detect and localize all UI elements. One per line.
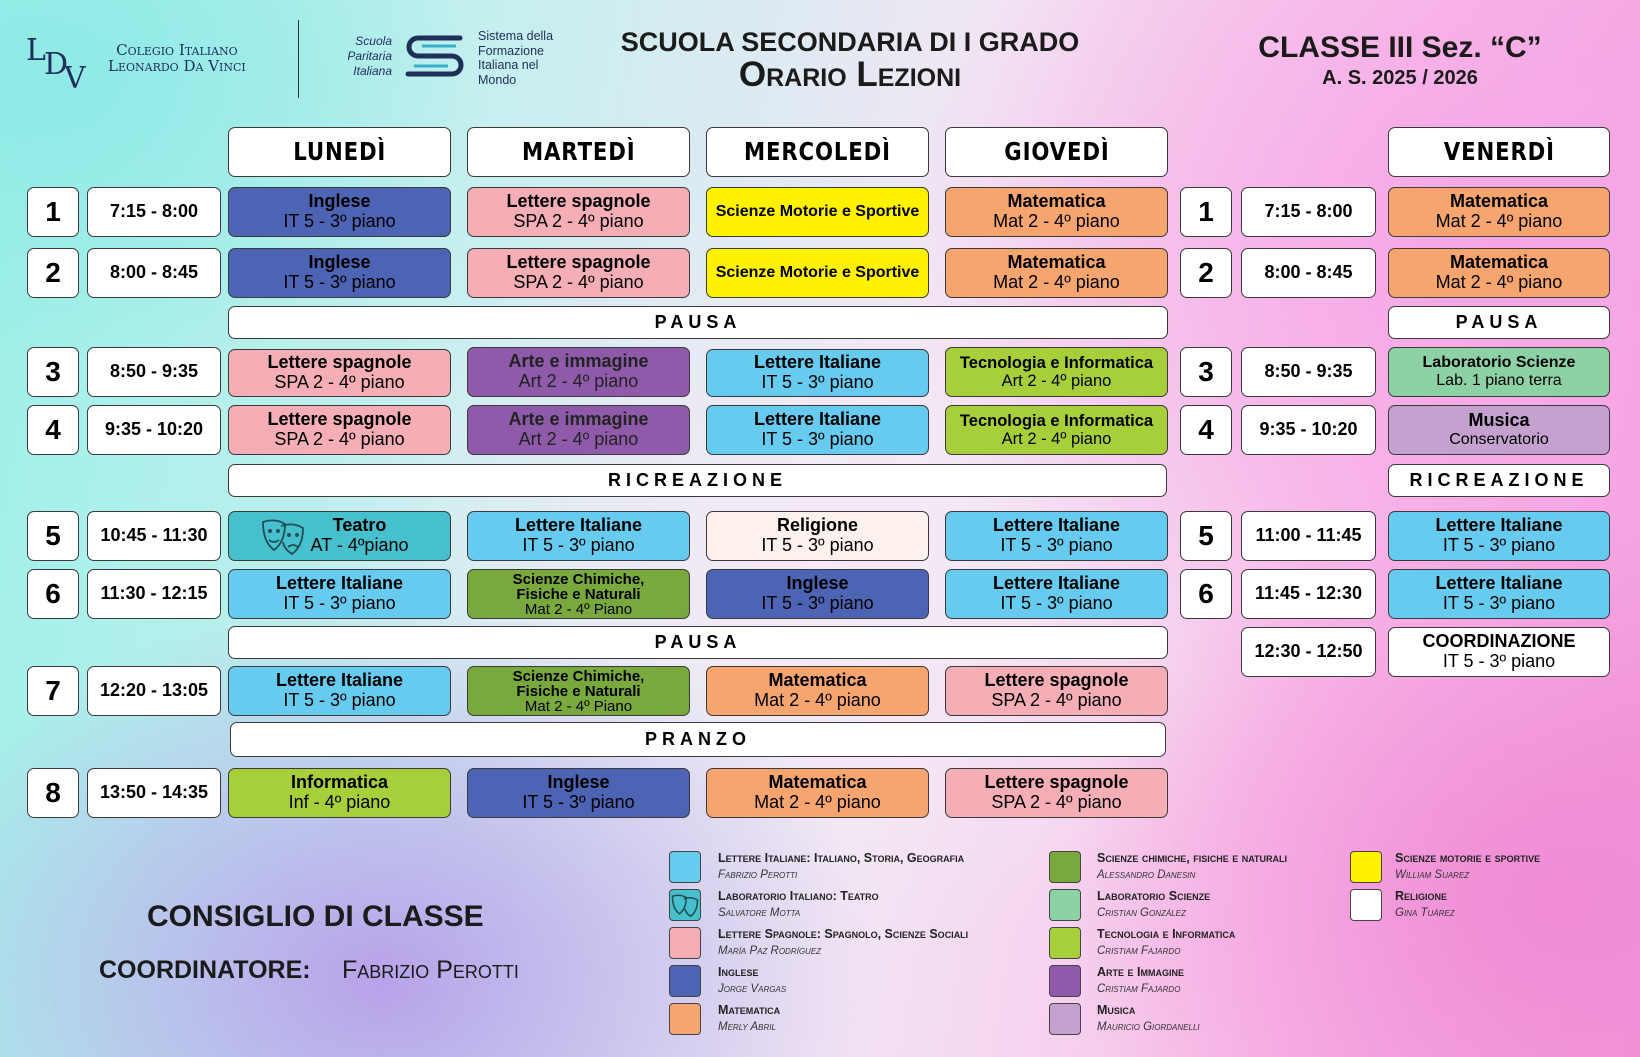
slot-number — [27, 347, 79, 397]
slot-number-text: 1 — [1198, 195, 1214, 227]
legend-swatch — [1049, 927, 1081, 959]
lesson-subject: COORDINAZIONE — [1422, 631, 1576, 652]
lesson-cell[interactable] — [467, 768, 690, 818]
logo-spi-right-4: Mondo — [478, 72, 517, 87]
legend-teacher: Alessandro Danesin — [1097, 869, 1196, 881]
slot-number — [1180, 248, 1232, 298]
lesson-subject: Arte e immagine — [508, 409, 649, 430]
legend-swatch — [1049, 1003, 1081, 1035]
break-ricreazione — [228, 464, 1167, 497]
lesson-cell[interactable] — [945, 511, 1168, 561]
lesson-room: Mat 2 - 4º Piano — [524, 600, 633, 618]
day-label: GIOVEDÌ — [1003, 137, 1110, 167]
lesson-cell[interactable] — [228, 666, 451, 716]
lesson-room: SPA 2 - 4º piano — [513, 211, 644, 231]
lesson-cell[interactable] — [945, 569, 1168, 619]
slot-time — [87, 248, 221, 298]
lesson-cell[interactable] — [228, 187, 451, 237]
lesson-room: Mat 2 - 4º piano — [993, 272, 1120, 292]
legend-teacher: Mauricio Giordanelli — [1097, 1021, 1200, 1033]
lesson-cell[interactable] — [706, 666, 929, 716]
slot-time-text: 12:20 - 13:05 — [99, 680, 209, 701]
lesson-room: SPA 2 - 4º piano — [513, 272, 644, 292]
lesson-subject: Lettere spagnole — [984, 670, 1129, 691]
logo-ldv-line1: Colegio Italiano — [116, 41, 238, 59]
slot-time — [87, 405, 221, 455]
slot-number-text: 5 — [1198, 519, 1214, 551]
lesson-cell[interactable] — [706, 569, 929, 619]
lesson-room: IT 5 - 3º piano — [761, 372, 874, 392]
lesson-cell[interactable] — [945, 405, 1168, 455]
lesson-cell[interactable] — [1388, 511, 1610, 561]
lesson-cell[interactable] — [467, 666, 690, 716]
legend-teacher: Jorge Vargas — [718, 983, 787, 995]
lesson-subject: Inglese — [308, 191, 371, 212]
legend-title: Laboratorio Scienze — [1097, 889, 1211, 903]
break-pausa-2 — [228, 626, 1168, 659]
day-label: LUNEDÌ — [293, 137, 386, 167]
lesson-room: IT 5 - 3º piano — [283, 690, 396, 710]
lesson-subject: Lettere Italiane — [514, 515, 643, 536]
school-year: A. S. 2025 / 2026 — [1322, 67, 1478, 89]
day-label: MERCOLEDÌ — [744, 137, 891, 167]
slot-number — [27, 187, 79, 237]
lesson-subject: Informatica — [290, 772, 389, 793]
legend-teacher: Gina Tuárez — [1395, 907, 1455, 919]
day-header-lun — [228, 127, 451, 177]
slot-number — [27, 666, 79, 716]
slot-time-text: 9:35 - 10:20 — [104, 419, 204, 440]
logo-ldv-line2: Leonardo Da Vinci — [108, 57, 246, 75]
lesson-subject: Lettere spagnole — [984, 772, 1129, 793]
lesson-room: IT 5 - 3º piano — [761, 429, 874, 449]
lesson-room: IT 5 - 3º piano — [1442, 593, 1556, 613]
logo-spi-left — [340, 34, 392, 79]
slot-number-text: 5 — [45, 519, 61, 551]
lesson-subject: Lettere Italiane — [1435, 515, 1563, 536]
lesson-room: Conservatorio — [1449, 431, 1549, 449]
break-label: PAUSA — [654, 311, 742, 332]
lesson-room: Lab. 1 piano terra — [1436, 372, 1562, 389]
ldv-monogram-icon — [24, 30, 94, 90]
day-label: VENERDÌ — [1443, 137, 1555, 167]
slot-number-text: 6 — [1198, 577, 1214, 609]
slot-number-text: 3 — [1198, 355, 1214, 387]
break-label: RICREAZIONE — [1409, 469, 1589, 490]
legend-swatch — [1350, 889, 1382, 921]
lesson-cell[interactable] — [706, 248, 929, 298]
lesson-room: Art 2 - 4º piano — [1001, 430, 1112, 448]
slot-number — [1180, 511, 1232, 561]
legend-teacher: Salvatore Motta — [718, 907, 801, 919]
lesson-cell[interactable] — [1388, 405, 1610, 455]
legend-swatch — [1049, 965, 1081, 997]
lesson-room: Mat 2 - 4º piano — [754, 792, 881, 812]
lesson-cell[interactable] — [1388, 627, 1610, 677]
lesson-cell[interactable] — [945, 768, 1168, 818]
logo-spi-left-1: Scuola — [355, 34, 392, 48]
break-pausa-ven — [1388, 306, 1610, 339]
lesson-subject: Matematica — [1007, 191, 1106, 212]
logo-ldv-text — [108, 42, 246, 74]
legend-title: Tecnologia e Informatica — [1097, 927, 1236, 941]
slot-time — [1241, 248, 1376, 298]
slot-time — [87, 569, 221, 619]
break-label: PRANZO — [645, 728, 751, 749]
legend-title: Lettere Spagnole: Spagnolo, Scienze Sociali — [718, 927, 969, 941]
lesson-cell[interactable] — [945, 187, 1168, 237]
lesson-cell[interactable] — [945, 347, 1168, 397]
slot-number-text: 1 — [45, 195, 61, 227]
lesson-room: Mat 2 - 4º Piano — [524, 697, 633, 715]
slot-number — [1180, 405, 1232, 455]
lesson-room: SPA 2 - 4º piano — [991, 792, 1122, 812]
lesson-cell[interactable] — [467, 347, 690, 397]
slot-time-text: 8:00 - 8:45 — [109, 262, 199, 283]
legend-title: Religione — [1395, 889, 1448, 903]
legend-swatch — [1049, 889, 1081, 921]
slot-time-text: 7:15 - 8:00 — [109, 201, 199, 222]
legend-title: Scienze motorie e sportive — [1395, 851, 1541, 865]
slot-number-text: 2 — [1198, 256, 1214, 288]
legend-swatch — [669, 1003, 701, 1035]
slot-time — [87, 511, 221, 561]
lesson-cell[interactable] — [1388, 248, 1610, 298]
lesson-room: Mat 2 - 4º piano — [1435, 211, 1563, 231]
lesson-subject: Scienze Motorie e Sportive — [715, 203, 920, 221]
slot-number-text: 7 — [45, 674, 61, 706]
logo-spi-right-2: Formazione — [478, 43, 544, 58]
lesson-room: IT 5 - 3º piano — [761, 593, 874, 613]
day-header-ven — [1388, 127, 1610, 177]
legend-title: Inglese — [718, 965, 759, 979]
legend-title: Lettere Italiane: Italiano, Storia, Geografia — [718, 851, 965, 865]
svg-text:V: V — [64, 61, 86, 90]
lesson-room: IT 5 - 3º piano — [522, 535, 635, 555]
lesson-subject: Inglese — [786, 573, 849, 594]
lesson-cell[interactable] — [228, 349, 451, 397]
day-label: MARTEDÌ — [521, 137, 636, 167]
legend-title: Scienze chimiche, fisiche e naturali — [1097, 851, 1288, 865]
lesson-subject: Lettere Italiane — [753, 409, 882, 430]
lesson-cell[interactable] — [706, 349, 929, 397]
break-pranzo — [230, 722, 1166, 757]
lesson-cell[interactable] — [1388, 187, 1610, 237]
lesson-cell[interactable] — [945, 248, 1168, 298]
logo-ldv — [24, 30, 94, 90]
header-divider — [298, 20, 299, 98]
lesson-cell[interactable] — [228, 248, 451, 298]
break-pausa — [228, 306, 1168, 339]
slot-number — [27, 405, 79, 455]
slot-number-text: 4 — [45, 413, 61, 445]
lesson-cell[interactable] — [228, 768, 451, 818]
slot-time — [1241, 187, 1376, 237]
slot-time-text: 7:15 - 8:00 — [1264, 201, 1353, 222]
lesson-cell[interactable] — [945, 666, 1168, 716]
lesson-cell[interactable] — [706, 511, 929, 561]
lesson-subject: Scienze Motorie e Sportive — [715, 264, 920, 282]
consiglio-title: CONSIGLIO DI CLASSE — [147, 900, 484, 933]
lesson-room: IT 5 - 3º piano — [283, 211, 396, 231]
lesson-room: Inf - 4º piano — [288, 792, 391, 812]
slot-time-text: 10:45 - 11:30 — [100, 525, 208, 546]
slot-number — [1180, 187, 1232, 237]
break-label: RICREAZIONE — [607, 469, 787, 490]
legend-title: Musica — [1097, 1003, 1136, 1017]
slot-time — [87, 768, 221, 818]
logo-spi-right-1: Sistema della — [478, 29, 554, 43]
lesson-subject: Tecnologia e Informatica — [959, 353, 1154, 372]
lesson-subject: Lettere spagnole — [506, 191, 651, 212]
lesson-room: IT 5 - 3º piano — [1000, 593, 1113, 613]
lesson-room: SPA 2 - 4º piano — [991, 690, 1122, 710]
logo-spi-right — [478, 29, 553, 87]
lesson-room: IT 5 - 3º piano — [1442, 651, 1556, 671]
lesson-cell[interactable] — [706, 187, 929, 237]
slot-time-text: 12:30 - 12:50 — [1254, 641, 1363, 662]
lesson-subject: Musica — [1468, 410, 1530, 431]
lesson-subject: Religione — [776, 515, 858, 536]
lesson-subject: Matematica — [1449, 252, 1549, 273]
break-label: PAUSA — [654, 631, 742, 652]
svg-text:D: D — [44, 47, 69, 82]
logo-spi-icon — [400, 28, 470, 86]
slot-number-text: 4 — [1198, 413, 1214, 445]
slot-number — [27, 768, 79, 818]
lesson-subject: Scienze Chimiche, Fisiche e Naturali — [512, 570, 645, 603]
slot-time — [87, 187, 221, 237]
legend-teacher: Fabrizio Perotti — [718, 869, 798, 881]
lesson-subject: Lettere Italiane — [275, 670, 404, 691]
slot-time-text: 8:50 - 9:35 — [109, 361, 199, 382]
lesson-room: Mat 2 - 4º piano — [993, 211, 1120, 231]
svg-text:L: L — [26, 33, 46, 68]
slot-number-text: 6 — [45, 577, 61, 609]
lesson-cell-teatro[interactable] — [228, 511, 451, 561]
slot-time-text: 13:50 - 14:35 — [99, 782, 209, 803]
lesson-subject: Tecnologia e Informatica — [959, 411, 1154, 430]
lesson-room: SPA 2 - 4º piano — [274, 372, 405, 392]
slot-time-text: 8:50 - 9:35 — [1264, 361, 1353, 382]
slot-time — [1241, 405, 1376, 455]
legend-swatch — [1350, 851, 1382, 883]
lesson-subject: Lettere Italiane — [992, 515, 1121, 536]
legend-swatch — [669, 965, 701, 997]
lesson-subject: Teatro — [332, 515, 387, 536]
class-name: CLASSE III Sez. “C” — [1258, 31, 1542, 64]
slot-time — [1241, 511, 1376, 561]
slot-time — [1241, 627, 1376, 677]
legend-teacher: Merly Abril — [718, 1021, 776, 1033]
legend-swatch — [669, 851, 701, 883]
day-header-gio — [945, 127, 1168, 177]
lesson-cell[interactable] — [706, 768, 929, 818]
legend-title: Matematica — [718, 1003, 781, 1017]
slot-time-text: 8:00 - 8:45 — [1264, 262, 1353, 283]
slot-time — [1241, 347, 1376, 397]
slot-number — [27, 511, 79, 561]
page-title: Orario Lezioni — [738, 55, 962, 94]
lesson-subject: Laboratorio Scienze — [1422, 354, 1576, 372]
legend-title: Arte e Immagine — [1097, 965, 1184, 979]
break-ricreazione-ven — [1388, 464, 1610, 497]
school-name: SCUOLA SECONDARIA DI I GRADO — [620, 27, 1080, 57]
day-header-mer — [706, 127, 929, 177]
slot-number — [1180, 569, 1232, 619]
lesson-room: Art 2 - 4º piano — [1001, 372, 1112, 390]
legend-swatch — [669, 889, 701, 921]
legend-teacher: Cristiam Fajardo — [1097, 945, 1181, 957]
slot-time-text: 11:45 - 12:30 — [1254, 583, 1363, 604]
lesson-room: IT 5 - 3º piano — [761, 535, 874, 555]
theatre-masks-icon — [259, 516, 307, 556]
legend-teacher: Cristian González — [1097, 907, 1186, 919]
lesson-subject: Matematica — [1007, 252, 1106, 273]
lesson-room: IT 5 - 3º piano — [283, 272, 396, 292]
lesson-subject: Lettere Italiane — [275, 573, 404, 594]
legend-swatch — [669, 927, 701, 959]
logo-spi-right-3: Italiana nel — [478, 58, 539, 72]
lesson-subject: Lettere spagnole — [267, 409, 412, 430]
lesson-cell[interactable] — [467, 187, 690, 237]
break-label: PAUSA — [1455, 311, 1543, 332]
slot-number — [27, 569, 79, 619]
lesson-room: AT - 4ºpiano — [310, 535, 409, 555]
lesson-room: IT 5 - 3º piano — [522, 792, 635, 812]
slot-time — [87, 666, 221, 716]
slot-time — [1241, 569, 1376, 619]
coordinatore-label: COORDINATORE: — [99, 956, 311, 984]
logo-spi-left-2: Paritaria — [347, 49, 392, 63]
lesson-room: Art 2 - 4º piano — [518, 371, 639, 391]
legend-teacher: María Paz Rodríguez — [718, 945, 822, 957]
slot-time-text: 9:35 - 10:20 — [1259, 419, 1358, 440]
lesson-subject: Lettere Italiane — [1435, 573, 1563, 594]
lesson-room: Mat 2 - 4º piano — [754, 690, 881, 710]
slot-number-text: 8 — [45, 776, 61, 808]
lesson-cell[interactable] — [228, 405, 451, 455]
lesson-room: Mat 2 - 4º piano — [1435, 272, 1563, 292]
lesson-cell[interactable] — [1388, 569, 1610, 619]
lesson-room: IT 5 - 3º piano — [1000, 535, 1113, 555]
lesson-subject: Lettere spagnole — [267, 352, 412, 373]
theatre-masks-icon — [670, 890, 700, 920]
lesson-subject: Inglese — [547, 772, 610, 793]
legend-swatch — [1049, 851, 1081, 883]
lesson-room: IT 5 - 3º piano — [1442, 535, 1556, 555]
lesson-subject: Lettere Italiane — [992, 573, 1121, 594]
logo-spi-left-3: Italiana — [353, 64, 392, 78]
lesson-subject: Scienze Chimiche, Fisiche e Naturali — [512, 667, 645, 700]
lesson-subject: Matematica — [768, 670, 867, 691]
lesson-room: Art 2 - 4º piano — [518, 429, 639, 449]
slot-time — [87, 347, 221, 397]
slot-time-text: 11:00 - 11:45 — [1255, 525, 1362, 546]
legend-title: Laboratorio Italiano: Teatro — [718, 889, 879, 903]
lesson-cell[interactable] — [467, 405, 690, 455]
lesson-subject: Arte e immagine — [508, 351, 649, 372]
day-header-mar — [467, 127, 690, 177]
lesson-cell[interactable] — [467, 248, 690, 298]
coordinatore-name: Fabrizio Perotti — [342, 956, 519, 984]
slot-number — [1180, 347, 1232, 397]
lesson-cell[interactable] — [467, 511, 690, 561]
lesson-room: SPA 2 - 4º piano — [274, 429, 405, 449]
slot-number-text: 2 — [45, 256, 61, 288]
slot-time-text: 11:30 - 12:15 — [100, 583, 208, 604]
lesson-subject: Lettere Italiane — [753, 352, 882, 373]
lesson-cell[interactable] — [706, 405, 929, 455]
slot-number — [27, 248, 79, 298]
lesson-room: IT 5 - 3º piano — [283, 593, 396, 613]
lesson-subject: Matematica — [768, 772, 867, 793]
lesson-subject: Matematica — [1449, 191, 1549, 212]
lesson-subject: Lettere spagnole — [506, 252, 651, 273]
legend-teacher: Cristiam Fajardo — [1097, 983, 1181, 995]
legend-teacher: William Suarez — [1395, 869, 1470, 881]
slot-number-text: 3 — [45, 355, 61, 387]
lesson-cell[interactable] — [467, 569, 690, 619]
lesson-subject: Inglese — [308, 252, 371, 273]
lesson-cell[interactable] — [228, 569, 451, 619]
lesson-cell[interactable] — [1388, 347, 1610, 397]
